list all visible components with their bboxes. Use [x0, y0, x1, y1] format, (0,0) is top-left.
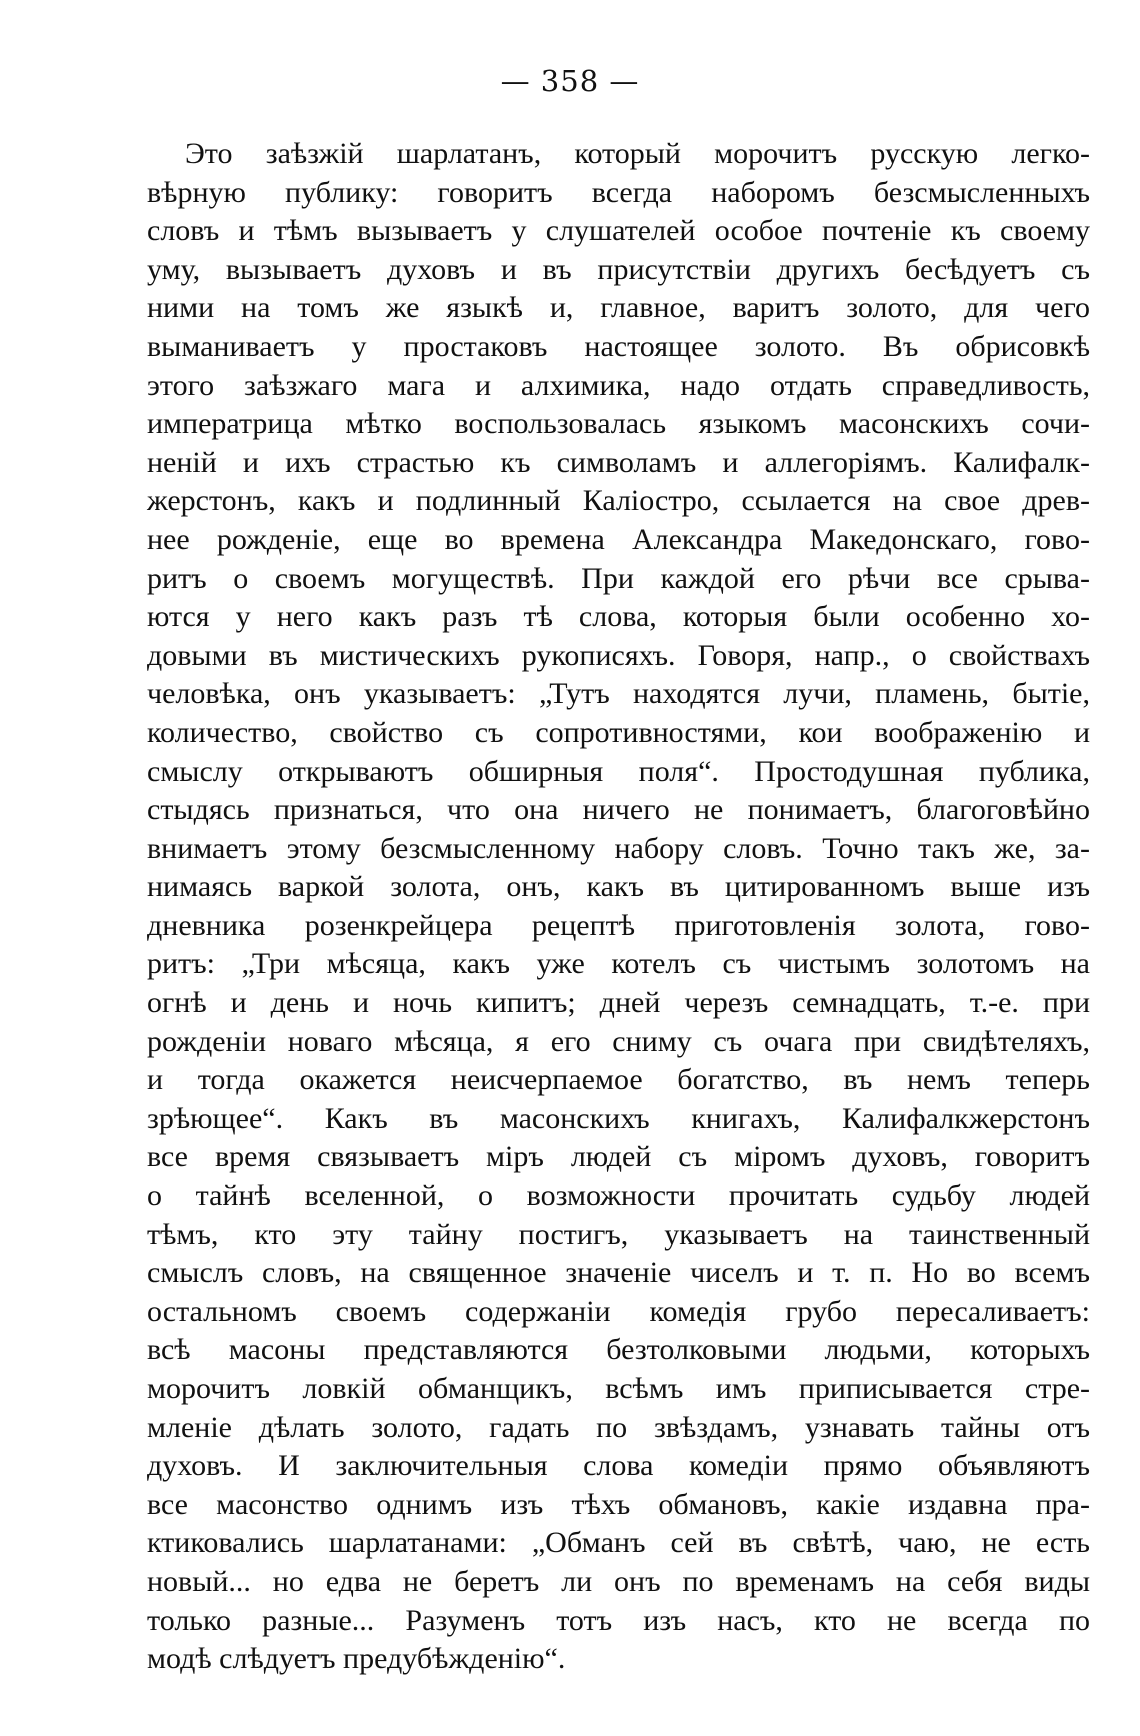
- text-line: ктиковались шарлатанами: „Обманъ сей въ свѣтѣ, чаю, не есть: [147, 1526, 1090, 1560]
- text-line: довыми въ мистическихъ рукописяхъ. Говоря, напр., о свойствахъ: [147, 638, 1090, 672]
- text-line: новый... но едва не беретъ ли онъ по временамъ на себя виды: [147, 1564, 1090, 1598]
- text-line: ритъ: „Три мѣсяца, какъ уже котелъ съ чистымъ золотомъ на: [147, 947, 1090, 981]
- text-line: духовъ. И заключительныя слова комедіи прямо объявляютъ: [147, 1449, 1090, 1483]
- text-line: смыслу открываютъ обширныя поля“. Простодушная публика,: [147, 754, 1090, 788]
- text-line: внимаетъ этому безсмысленному набору словъ. Точно такъ же, за-: [147, 831, 1090, 865]
- text-line: выманиваетъ у простаковъ настоящее золото. Въ обрисовкѣ: [147, 329, 1090, 363]
- text-line: все масонство однимъ изъ тѣхъ обмановъ, какіе издавна пра-: [147, 1487, 1090, 1521]
- text-line: тѣмъ, кто эту тайну постигъ, указываетъ на таинственный: [147, 1217, 1090, 1251]
- text-line: зрѣющее“. Какъ въ масонскихъ книгахъ, Калифалкжерстонъ: [147, 1101, 1090, 1135]
- text-line: остальномъ своемъ содержаніи комедія грубо пересаливаетъ:: [147, 1294, 1090, 1328]
- text-line: модѣ слѣдуетъ предубѣжденію“.: [147, 1642, 566, 1676]
- text-line: императрица мѣтко воспользовалась языкомъ масонскихъ сочи-: [147, 407, 1090, 441]
- text-line: о тайнѣ вселенной, о возможности прочитать судьбу людей: [147, 1179, 1090, 1213]
- text-line: огнѣ и день и ночь кипитъ; дней черезъ семнадцать, т.-е. при: [147, 986, 1090, 1020]
- text-line: уму, вызываетъ духовъ и въ присутствіи другихъ бесѣдуетъ съ: [147, 252, 1090, 286]
- text-line: вѣрную публику: говоритъ всегда наборомъ безсмысленныхъ: [147, 175, 1090, 209]
- text-line: только разные... Разуменъ тотъ изъ насъ, кто не всегда по: [147, 1603, 1090, 1637]
- text-line: Это заѣзжій шарлатанъ, который морочитъ русскую легко-: [185, 137, 1090, 170]
- text-line: морочитъ ловкій обманщикъ, всѣмъ имъ приписывается стре-: [147, 1372, 1090, 1405]
- text-line: жерстонъ, какъ и подлинный Каліостро, ссылается на свое древ-: [147, 484, 1090, 518]
- text-line: этого заѣзжаго мага и алхимика, надо отдать справедливость,: [147, 368, 1090, 402]
- text-line: человѣка, онъ указываетъ: „Тутъ находятся лучи, пламень, бытіе,: [147, 677, 1090, 711]
- text-line: ними на томъ же языкѣ и, главное, варитъ золото, для чего: [147, 291, 1090, 325]
- text-line: ются у него какъ разъ тѣ слова, которыя были особенно хо-: [147, 600, 1090, 634]
- text-line: неній и ихъ страстью къ символамъ и аллегоріямъ. Калифалк-: [147, 445, 1090, 479]
- body-text: [147, 135, 1090, 1679]
- text-line: всѣ масоны представляются безтолковыми людьми, которыхъ: [147, 1333, 1090, 1367]
- text-line: ритъ о своемъ могуществѣ. При каждой его рѣчи все срыва-: [147, 561, 1090, 595]
- text-line: словъ и тѣмъ вызываетъ у слушателей особое почтеніе къ своему: [147, 214, 1090, 248]
- text-line: мленіе дѣлать золото, гадать по звѣздамъ, узнавать тайны отъ: [147, 1410, 1090, 1444]
- text-line: рожденіи новаго мѣсяца, я его сниму съ очага при свидѣтеляхъ,: [147, 1024, 1090, 1058]
- text-line: дневника розенкрейцера рецептѣ приготовленія золота, гово-: [147, 908, 1090, 942]
- text-line: количество, свойство съ сопротивностями, кои воображенію и: [147, 715, 1090, 749]
- text-line: нимаясь варкой золота, онъ, какъ въ цитированномъ выше изъ: [147, 870, 1090, 904]
- text-line: стыдясь признаться, что она ничего не понимаетъ, благоговѣйно: [147, 793, 1090, 827]
- text-line: и тогда окажется неисчерпаемое богатство, въ немъ теперь: [147, 1063, 1090, 1097]
- text-line: все время связываетъ міръ людей съ міромъ духовъ, говоритъ: [147, 1140, 1090, 1174]
- page-number: — 358 —: [500, 64, 640, 98]
- text-line: нее рожденіе, еще во времена Александра Македонскаго, гово-: [147, 522, 1090, 556]
- text-line: смыслъ словъ, на священное значеніе чиселъ и т. п. Но во всемъ: [147, 1256, 1090, 1290]
